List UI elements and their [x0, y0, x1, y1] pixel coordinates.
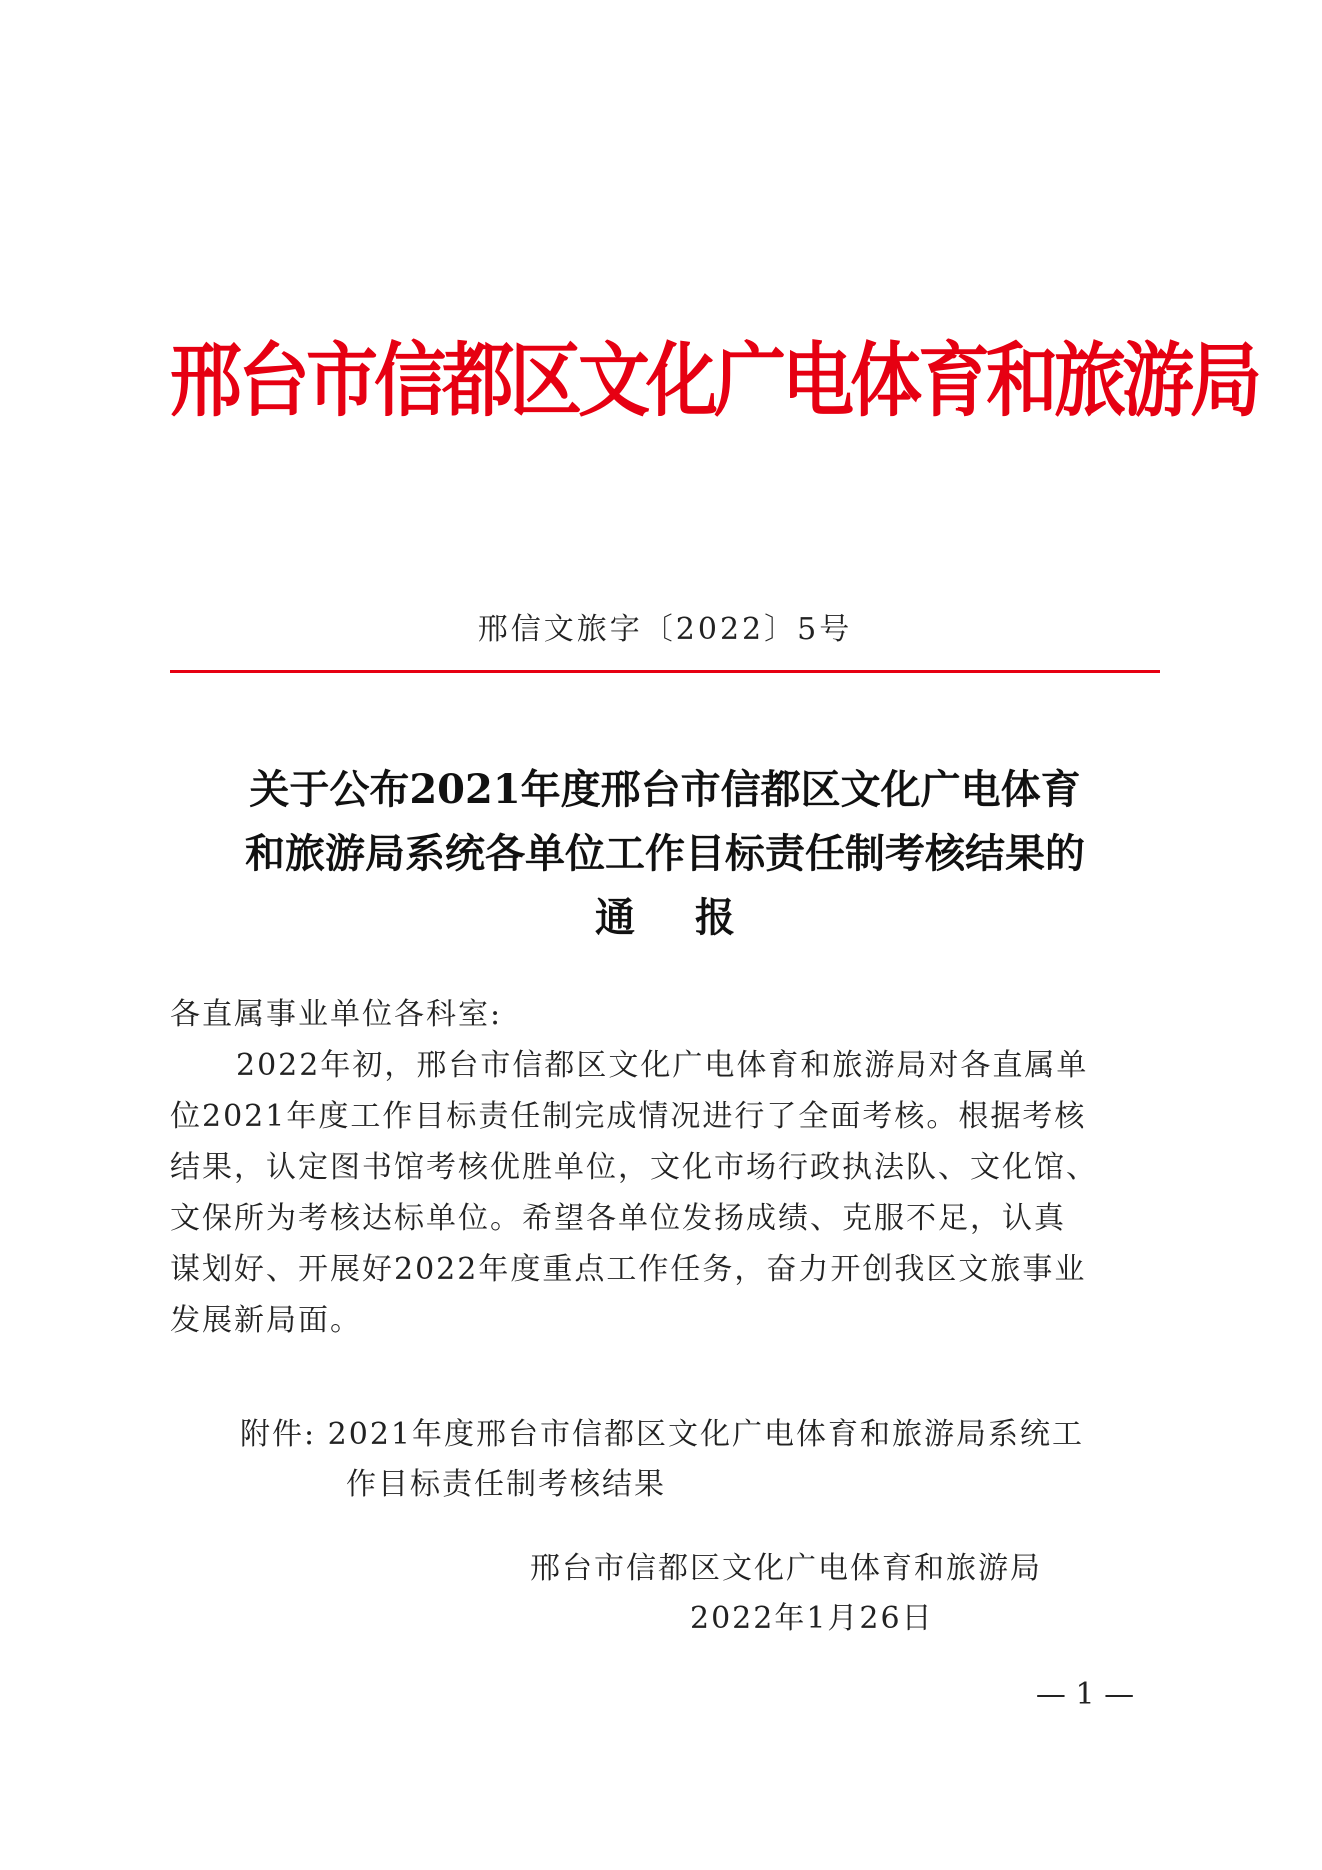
signature-date: 2022年1月26日 — [690, 1601, 934, 1636]
attachment-line-2: 作目标责任制考核结果 — [346, 1467, 666, 1502]
salutation: 各直属事业单位各科室: — [170, 997, 503, 1032]
body-line: 位2021年度工作目标责任制完成情况进行了全面考核。根据考核 — [170, 1099, 1087, 1134]
signature-org: 邢台市信都区文化广电体育和旅游局 — [530, 1551, 1042, 1586]
body-line: 文保所为考核达标单位。希望各单位发扬成绩、克服不足，认真 — [170, 1201, 1066, 1236]
signature-block — [530, 1544, 1130, 1644]
attachment-note — [240, 1410, 1170, 1510]
title-line-2: 和旅游局系统各单位工作目标责任制考核结果的 — [245, 830, 1085, 877]
body-line: 2022年初，邢台市信都区文化广电体育和旅游局对各直属单 — [236, 1048, 1089, 1083]
body-line: 谋划好、开展好2022年度重点工作任务，奋力开创我区文旅事业 — [170, 1252, 1087, 1287]
document-title — [170, 758, 1160, 950]
body-paragraph — [170, 1040, 1160, 1346]
body-line: 结果，认定图书馆考核优胜单位，文化市场行政执法队、文化馆、 — [170, 1150, 1098, 1185]
attachment-line-1: 附件: 2021年度邢台市信都区文化广电体育和旅游局系统工 — [240, 1417, 1084, 1452]
title-line-1: 关于公布2021年度邢台市信都区文化广电体育 — [249, 766, 1081, 813]
title-line-3: 通报 — [595, 894, 795, 941]
page-number: — 1 — — [1035, 1677, 1135, 1712]
body-line: 发展新局面。 — [170, 1303, 362, 1338]
document-number: 邢信文旅字〔2022〕5号 — [477, 612, 853, 647]
red-divider-rule — [170, 670, 1160, 673]
masthead-org-name: 邢台市信都区文化广电体育和旅游局 — [170, 332, 1259, 428]
